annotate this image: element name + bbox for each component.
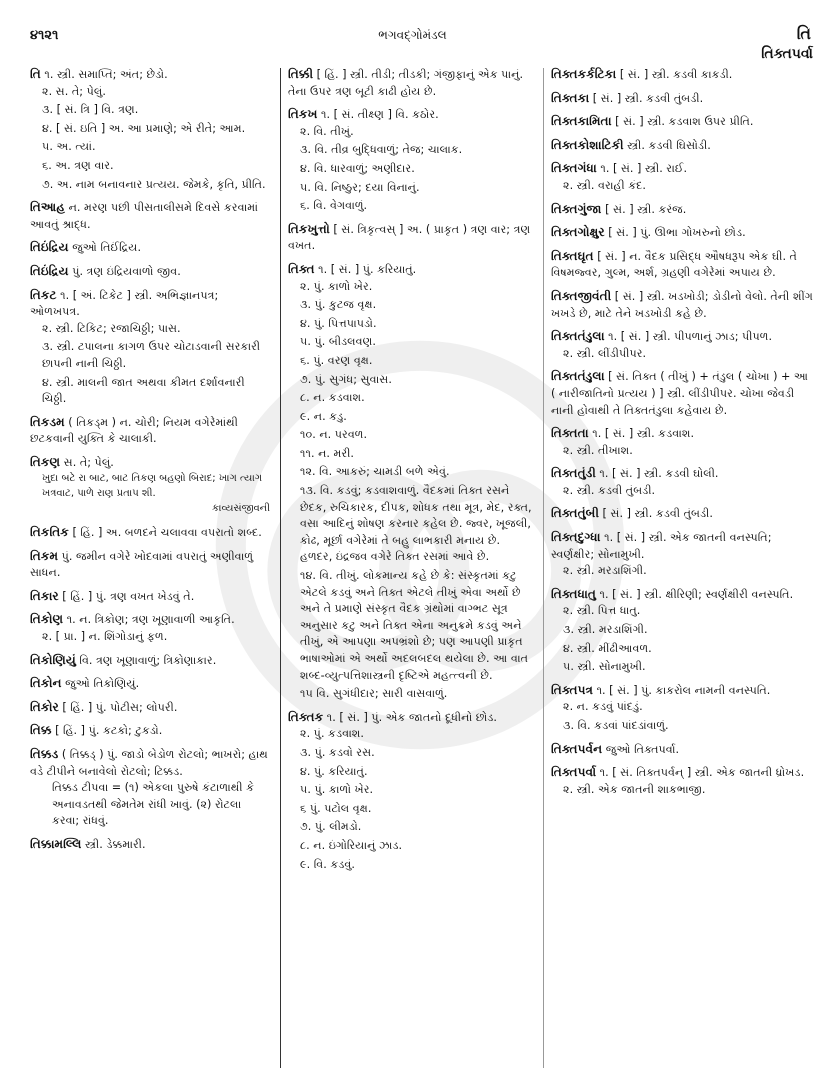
entry-sense: ૪. પું. પિત્તપાપડો.	[300, 316, 377, 330]
dictionary-entry	[551, 90, 813, 108]
dictionary-column-2	[288, 66, 532, 879]
entry-sense: ૩. પું. કડવો રસ.	[300, 745, 375, 759]
dictionary-entry	[551, 682, 813, 735]
entry-headword: તિક્કડ	[30, 747, 59, 761]
entry-sense: ૩. સ્ત્રી. મરડાશિંગી.	[563, 623, 648, 637]
entry-headword: તિક્તતા	[551, 426, 589, 441]
entry-sense: ૨. સ્ત્રી. મરડાશિંગી.	[563, 564, 647, 578]
entry-headword: તિક્તદુગ્ધા	[551, 530, 601, 545]
running-title: ભગવદ્ગોમંડલ	[378, 28, 447, 42]
entry-definition: ૧. [ સં. તિક્તપર્વન્ ] સ્ત્રી. એક જાતની ધ્રોખડ.	[599, 766, 805, 780]
dictionary-entry	[288, 709, 532, 873]
dictionary-entry	[30, 836, 270, 854]
entry-headword: તિક્તજીવંતી	[551, 288, 612, 303]
entry-definition: [ હિં. ] સ્ત્રી. તીડી; તીડકી; ગંજીફાનું એક પાનું. તેના ઉપર ત્રણ બૂટી કાઢી હોય છે.	[288, 68, 524, 98]
entry-sense: ૨. સ્ત્રી. તીખાશ.	[563, 443, 633, 457]
entry-headword: તિકાર	[30, 588, 59, 603]
entry-definition: ( તિક્કડ્ ) પું. જાડો બેડોળ રોટલો; ભાખરો; હાથ વડે ટીપીને બનાવેલો રોટલો; ટિક્કડ.	[30, 748, 268, 778]
dictionary-entry	[551, 586, 813, 676]
entry-sense: ૩. પું. કુટજ વૃક્ષ.	[300, 298, 377, 312]
entry-headword: તિકોર	[30, 699, 59, 714]
entry-sense: ૩. સ્ત્રી. ટપાલના કાગળ ઉપર ચોટાડવાની સરકારી છાપની નાની ચિઠ્ઠી.	[42, 340, 261, 370]
entry-sense: ૫. વિ. નિષ્ઠુર; દયા વિનાનું.	[300, 180, 420, 194]
entry-definition: [ સં. ] સ્ત્રી. કડવાશ ઉપર પ્રીતિ.	[615, 115, 754, 129]
entry-definition: ૧. [ સં. ] સ્ત્રી. પીપળાનું ઝાડ; પીપળ.	[608, 330, 773, 344]
dictionary-entry	[30, 454, 270, 518]
dictionary-entry	[288, 106, 532, 215]
entry-sense: ૫. પું. બીડલવણ.	[300, 335, 376, 349]
page-number: ૪૧૨૧	[30, 28, 59, 43]
column-divider	[280, 68, 281, 1068]
entry-sense: ૧૧. ન. મરી.	[300, 446, 354, 460]
entry-definition: ૧. [ સં. ] સ્ત્રી. કડવી ઘોલી.	[599, 467, 719, 481]
entry-headword: તિક્ક	[30, 723, 52, 738]
entry-sense: ૧૪. વિ. તીખું. લોકમાન્ય કહે છે કે: સંસ્કૃતમાં કટુ એટલે કડવું અને તિક્ત એટલે તીખું એવા અર્થો છે અને તે પ્રમાણે સંસ્કૃત વૈદક ગ્રંથોમાં વાગ્ભટ સૂત્ર અનુસાર કટુ અને તિક્ત એના અનુક્રમે કડવું અને તીખું, એ આપણા અપભ્રંશો છે; પણ આપણી પ્રાકૃત ભાષાઓમાં એ અર્થો અદલબદલ થયેલા છે. આ વાત શબ્દ-વ્યુત્પત્તિશાસ્ત્રની દૃષ્ટિએ મહત્ત્વની છે.	[300, 569, 529, 682]
entry-headword: તિકખુત્તો	[288, 221, 330, 236]
entry-sense: ૮. ન. કડવાશ.	[300, 391, 365, 405]
dictionary-entry	[551, 368, 813, 419]
entry-definition: [ સં. તિક્ત ( તીખું ) + તંડુલ ( ચોખા ) + આ ( નારીજાતિનો પ્રત્યય ) ] સ્ત્રી. લીંડીપીપર. ચોખા જેવડી નાની હોવાથી તે તિક્તતંડુલા કહેવાય છે.	[551, 370, 809, 417]
dictionary-entry	[551, 741, 813, 759]
entry-headword: તિકખ	[288, 107, 318, 122]
entry-definition: [ સં. ] સ્ત્રી. કડવી કાકડી.	[619, 68, 733, 81]
entry-headword: તિક્તતંડુલા	[551, 329, 605, 344]
entry-headword: તિક્તધાતુ	[551, 586, 596, 601]
entry-definition: ૧. [ સં. ] પું. એક જાતનો દૂધીનો છોડ.	[326, 710, 497, 724]
entry-sense: ૨. સ્ત્રી. કડવી તુંબડી.	[563, 483, 656, 497]
entry-definition: જુઓ તિઈંદ્રિય.	[72, 241, 141, 255]
entry-headword: તિક્તતુંડી	[551, 466, 596, 481]
entry-quotation: ખુદા બટે રા બાટ, બાટ તિકણ બહણો બિરાદ; ખાગ ત્યાગ ખત્રવાટ, પાળે રાણ પ્રતાપ શી.	[42, 473, 263, 500]
entry-definition: ૧. [ સં. ] પું. કરિયાતું.	[318, 262, 417, 276]
entry-sense: ૨. સ્ત્રી. પિત્ત ધાતુ.	[563, 604, 641, 618]
dictionary-entry	[551, 288, 813, 322]
dictionary-entry	[551, 529, 813, 580]
entry-definition: સ્ત્રી. ડેક્કમારી.	[85, 837, 146, 851]
entry-definition: ૧. સ્ત્રી. સમાપ્તિ; અંત; છેડો.	[44, 68, 168, 81]
entry-headword: તિઇંદ્રિય	[30, 240, 69, 255]
dictionary-entry	[551, 764, 813, 798]
entry-sense: ૬. પું. વરણ વૃક્ષ.	[300, 353, 373, 367]
entry-sense: ૩. વિ. કડવાં પાંદડાંવાળું.	[563, 719, 669, 732]
dictionary-entry	[30, 199, 270, 233]
dictionary-entry	[551, 66, 813, 84]
dictionary-entry	[551, 465, 813, 499]
entry-sense: ૪. સ્ત્રી. માલની જાત અથવા કીમત દર્શાવનારી ચિઠ્ઠી.	[42, 375, 245, 406]
entry-headword: તિકોન	[30, 676, 62, 691]
entry-definition: [ હિં. ] પું. પોટીસ; લોપરી.	[62, 700, 178, 714]
entry-definition: [ સં. ] સ્ત્રી. ખડખોડી; ડોડીનો વેલો. તેની શીંગ ખખડે છે, માટે તેને ખડખોડી કહે છે.	[551, 289, 813, 320]
entry-sense: ૭. પું. લીમડો.	[300, 820, 362, 834]
entry-sense: ૭. અ. નામ બનાવનાર પ્રત્યય. જેમકે, કૃતિ, પ્રીતિ.	[42, 177, 266, 191]
dictionary-entry	[30, 722, 270, 740]
entry-sense: ૨. પું. કડવાશ.	[300, 727, 364, 741]
entry-sense: ૨. વિ. તીખું.	[300, 124, 354, 138]
entry-headword: તિકોણિયું	[30, 652, 76, 667]
entry-headword: તિક્તગુંજા	[551, 201, 602, 216]
dictionary-entry	[551, 224, 813, 242]
dictionary-entry	[551, 137, 813, 155]
dictionary-entry	[551, 201, 813, 219]
dictionary-entry	[551, 328, 813, 362]
entry-sense: ૯. ન. કડુ.	[300, 409, 347, 423]
entry-headword: તિક્તગંધા	[551, 161, 597, 176]
entry-definition: ( તિકડ્મ ) ન. ચોરી; નિયમ વગેરેમાંથી છટકવાની યુક્તિ કે ચાલાકી.	[30, 415, 238, 446]
entry-headword: તિઆહ	[30, 200, 66, 215]
dictionary-entry	[30, 239, 270, 257]
entry-definition: પું. જમીન વગેરે ખોદવામાં વપરાતું અણીવાળું સાધન.	[30, 549, 254, 580]
dictionary-entry	[288, 261, 532, 703]
dictionary-entry	[30, 611, 270, 645]
entry-definition: ૧. [ સં. તીક્ષ્ણ ] વિ. કઠોર.	[321, 108, 439, 122]
dictionary-entry	[551, 248, 813, 282]
entry-definition: ૧. [ અં. ટિકેટ ] સ્ત્રી. અભિજ્ઞાનપત્ર; ઓળખપત્ર.	[30, 288, 219, 319]
dictionary-entry	[30, 263, 270, 281]
entry-definition: ૧. ન. ત્રિકોણ; ત્રણ ખૂણાવાળી આકૃતિ.	[66, 613, 235, 627]
entry-definition: સ્ત્રી. કડવી ઘિસોડી.	[627, 138, 711, 152]
entry-definition: ૧. [ સં. ] સ્ત્રી. કડવાશ.	[592, 427, 695, 441]
entry-headword: તિક્તકા	[551, 90, 590, 105]
entry-sense: ૪. વિ. ધારવાળું; અણીદાર.	[300, 161, 415, 175]
entry-headword: તિકડમ	[30, 414, 65, 429]
entry-definition: [ સં. ] સ્ત્રી. કડવી તુંબડી.	[602, 507, 713, 521]
entry-definition: ૧. [ સં. ] સ્ત્રી. એક જાતની વનસ્પતિ; સ્વર્ણક્ષીર; સોનામુખી.	[551, 531, 772, 561]
dictionary-entry	[30, 746, 270, 830]
entry-sense: ૨. સ્ત્રી. ટિકિટ; રજાચિઠ્ઠી; પાસ.	[42, 321, 181, 335]
entry-sense: ૯. વિ. કડવું.	[300, 857, 355, 871]
entry-headword: તિકમ	[30, 548, 59, 563]
entry-definition: [ સં. ત્રિકૃત્વસ્ ] અ. ( પ્રાકૃત ) ત્રણ વાર; ત્રણ વખત.	[288, 222, 531, 253]
entry-sense: ૫. પું. કાળો ખેર.	[300, 783, 374, 797]
entry-idiom: તિક્કડ ટીપવા = (૧) એકલા પુરુષે કંટાળાથી કે અનાવડતથી જેમતેમ રાંધી ખાવું. (૨) રોટલા કરવા; રાંધવું.	[52, 781, 255, 828]
entry-headword: તિક્તપર્વન	[551, 741, 603, 756]
dictionary-entry	[30, 524, 270, 542]
entry-definition: [ હિં. ] પું. કટકો; ટુકડો.	[55, 724, 163, 738]
entry-headword: તિઇંદ્રિય	[30, 263, 69, 278]
entry-definition: [ સં. ] પું. ઊભા ગોખરુનો છોડ.	[608, 226, 746, 240]
dictionary-entry	[551, 113, 813, 131]
entry-sense: ૭. પું. સુગંધ; સુવાસ.	[300, 372, 392, 386]
dictionary-entry	[30, 287, 270, 408]
entry-headword: તિક્તકામિતા	[551, 114, 612, 129]
entry-sense: ૨. [ પ્રા. ] ન. શિંગોડાનું ફળ.	[42, 630, 168, 644]
entry-sense: ૧૫ વિ. સુગંધીદાર; સારી વાસવાળું.	[300, 687, 448, 701]
dictionary-entry	[30, 675, 270, 693]
entry-definition: ૧. [ સં. ] પું. કાકરોલ નામની વનસ્પતિ.	[596, 683, 771, 697]
entry-sense: ૬ પું. પટોલ વૃક્ષ.	[300, 801, 372, 815]
entry-headword: તિકણ	[30, 454, 61, 469]
entry-definition: [ સં. ] સ્ત્રી. કડવી તુંબડી.	[592, 91, 704, 105]
entry-headword: તિક્ત	[288, 261, 315, 276]
entry-headword: તિક્તપત્ર	[551, 682, 593, 697]
entry-sense: ૮. ન. ઇંગોરિયાનું ઝાડ.	[300, 838, 403, 852]
entry-headword: તિક્કી	[288, 67, 314, 81]
entry-headword: તિકોણ	[30, 612, 64, 627]
entry-sense: ૨. ન. કડવું પાંદડું.	[563, 700, 643, 714]
entry-sense: ૫. અ. ત્યાં.	[42, 140, 96, 154]
entry-sense: ૪. [ સં. ઇતિ ] અ. આ પ્રમાણે; એ રીતે; આમ.	[42, 121, 246, 135]
entry-sense: ૬. વિ. વેગવાળું.	[300, 199, 368, 213]
entry-sense: ૧૦. ન. પરવળ.	[300, 428, 368, 442]
last-word-guide: તિક્તપર્વા	[761, 46, 813, 62]
dictionary-entry	[288, 66, 532, 100]
entry-headword: તિક્તતંડુલા	[551, 369, 605, 384]
quotation-source: કાવ્યસંજીવની	[211, 503, 270, 515]
entry-headword: તિક્તઘૃત	[551, 248, 594, 263]
entry-headword: તિક્કામલ્લિ	[30, 836, 82, 851]
entry-definition: વિ. ત્રણ ખૂણાવાળું; ત્રિકોણાકાર.	[79, 653, 217, 667]
letter-guide: તિ	[796, 24, 811, 43]
dictionary-entry	[288, 221, 532, 255]
entry-sense: ૪. પું. કરિયાતું.	[300, 764, 368, 778]
entry-definition: [ હિં. ] પું. ત્રણ વખત ખેડવું તે.	[62, 589, 195, 603]
dictionary-entry	[30, 414, 270, 448]
dictionary-entry	[30, 548, 270, 582]
entry-headword: તિક્તકોશાટિકી	[551, 137, 624, 152]
entry-definition: [ હિં. ] અ. બળદને ચલાવવા વપરાતો શબ્દ.	[72, 526, 262, 540]
entry-sense: ૨. પું. કાળો ખેર.	[300, 279, 373, 293]
page-header	[0, 0, 825, 62]
dictionary-entry	[30, 588, 270, 606]
entry-headword: તિક્તકર્કટિકા	[551, 67, 617, 81]
entry-headword: તિક્તક	[288, 709, 324, 724]
entry-sense: ૨. સ. તે; પેલું.	[42, 84, 106, 98]
entry-definition: જુઓ તિક્તપર્વા.	[605, 742, 680, 756]
dictionary-entry	[30, 66, 270, 193]
entry-definition: સ. તે; પેલું.	[63, 455, 114, 469]
entry-sense: ૪. સ્ત્રી. મીંઢીઆવળ.	[563, 641, 652, 655]
entry-sense: ૨. સ્ત્રી. વરાહી કંદ.	[563, 178, 646, 192]
entry-sense: ૩. વિ. તીવ્ર બુદ્ધિવાળું; તેજ; ચાલાક.	[300, 143, 463, 157]
entry-definition: જુઓ તિકોણિયું.	[65, 677, 140, 691]
entry-headword: તિક્તગોક્ષુર	[551, 225, 605, 240]
entry-headword: તિકતિક	[30, 525, 69, 540]
dictionary-column-3	[551, 66, 813, 804]
entry-headword: તિક્તપર્વા	[551, 765, 597, 780]
dictionary-entry	[551, 425, 813, 459]
entry-definition: પું. ત્રણ ઇંદ્રિયવાળો જીવ.	[72, 264, 181, 278]
entry-sense: ૧૨. વિ. આકરું; ચામડી બળે એવું.	[300, 465, 450, 479]
column-divider	[543, 68, 544, 1068]
dictionary-column-1	[30, 66, 270, 860]
entry-sense: ૨. સ્ત્રી. એક જાતની શાકભાજી.	[563, 782, 706, 796]
entry-headword: તિક્તતુંબી	[551, 506, 599, 521]
dictionary-entry	[551, 160, 813, 194]
entry-headword: તિ	[30, 67, 41, 81]
entry-sense: ૩. [ સં. ત્રિ ] વિ. ત્રણ.	[42, 103, 139, 117]
dictionary-entry	[551, 505, 813, 523]
entry-sense: ૬. અ. ત્રણ વાર.	[42, 158, 114, 172]
dictionary-entry	[30, 652, 270, 670]
entry-sense: ૨. સ્ત્રી. લીંડીપીપર.	[563, 346, 647, 360]
entry-definition: [ સં. ] સ્ત્રી. કરંજ.	[605, 202, 687, 216]
entry-definition: ૧. [ સં. ] સ્ત્રી. ક્ષીરિણી; સ્વર્ણક્ષીરી વનસ્પતિ.	[599, 587, 794, 601]
entry-definition: ૧. [ સં. ] સ્ત્રી. રાઈ.	[600, 162, 688, 176]
entry-definition: ન. મરણ પછી પીસતાલીસમે દિવસે કરવામાં આવતું શ્રાદ્ધ.	[30, 201, 258, 231]
entry-sense: ૧૩. વિ. કડવું; કડવાશવાળું. વૈદકમાં તિક્ત રસને છેદક, રુચિકારક, દીપક, શોધક તથા મૂત્ર, મેદ, રક્ત, વસા આદિનું શોષણ કરનાર કહેલ છે. જ્વર, ખૂજલી, કોઢ, મૂર્છા વગેરેમાં તે બહુ લાભકારી મનાય છે. હળદર, ઇંદ્રજવ વગેરે તિક્ત રસમાં આવે છે.	[300, 484, 532, 564]
dictionary-entry	[30, 699, 270, 717]
entry-sense: ૫. સ્ત્રી. સોનામુખી.	[563, 660, 646, 674]
entry-definition: [ સં. ] ન. વૈદક પ્રસિદ્ધ ઔષધરૂપ એક ઘી. તે વિષમજ્વર, ગુલ્મ, અર્શ, ગ્રહણી વગેરેમાં અપાય છે.	[551, 249, 797, 280]
entry-headword: તિકટ	[30, 287, 57, 302]
